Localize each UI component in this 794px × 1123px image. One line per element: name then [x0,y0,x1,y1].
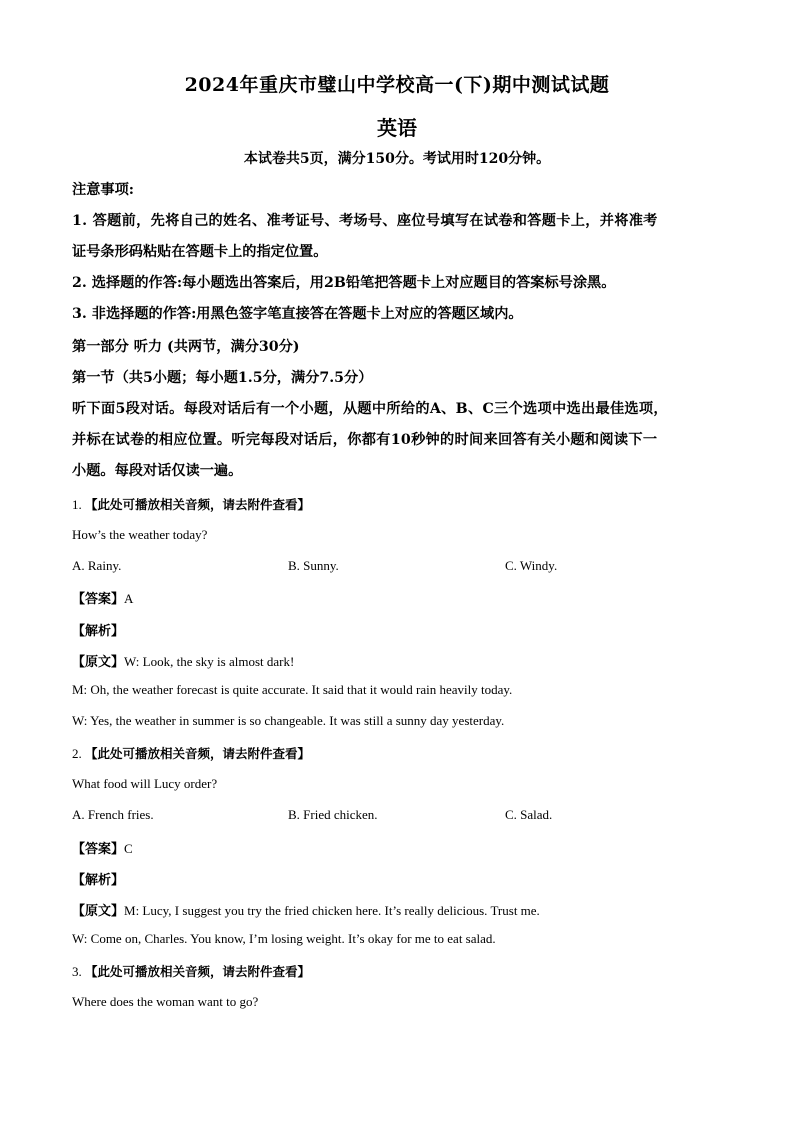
part1-heading: 第一部分 听力 (共两节，满分30分) [72,339,300,355]
question-3-number: 3. [72,964,82,979]
question-1-analysis [72,620,124,639]
notes-item-1-line-1: 1. 答题前，先将自己的姓名、准考证号、考场号、座位号填写在试卷和答题卡上，并将准考 [72,213,658,229]
transcript-line: M: Lucy, I suggest you try the fried chicken here. It’s really delicious. Trust me. [124,903,540,918]
analysis-label: 【解析】 [72,873,125,888]
question-1-answer [72,588,133,607]
question-1-option-c: C. Windy. [505,558,558,573]
question-1-header [72,495,310,513]
instructions-line-1: 听下面5段对话。每段对话后有一个小题，从题中所给的A、B、C三个选项中选出最佳选项， [72,401,668,417]
original-label: 【原文】 [72,904,125,919]
question-2-option-c: C. Salad. [505,807,553,822]
question-2-answer [72,838,133,857]
notes-item-1-line-2: 证号条形码粘贴在答题卡上的指定位置。 [72,244,328,260]
audio-hint-3[interactable]: 【此处可播放相关音频，请去附件查看】 [85,964,311,979]
question-2-number: 2. [72,746,82,761]
question-1-option-a: A. Rainy. [72,558,122,573]
answer-value: C [124,841,133,856]
exam-subject: 英语 [377,116,417,140]
transcript-line: W: Look, the sky is almost dark! [124,654,295,669]
question-1-transcript-1 [72,651,294,670]
audio-hint-2[interactable]: 【此处可播放相关音频，请去附件查看】 [85,746,311,761]
exam-title: 2024年重庆市璧山中学校高一(下)期中测试试题 [184,74,610,96]
notes-item-3: 3. 非选择题的作答:用黑色签字笔直接答在答题卡上对应的答题区域内。 [72,306,523,322]
notes-item-2: 2. 选择题的作答:每小题选出答案后，用2B铅笔把答题卡上对应题目的答案标号涂黑。 [72,275,616,291]
section1-heading: 第一节（共5小题；每小题1.5分，满分7.5分） [72,370,373,386]
answer-label: 【答案】 [72,842,125,857]
question-1-transcript-2: M: Oh, the weather forecast is quite accurate. It said that it would rain heavily today. [72,682,513,697]
analysis-label: 【解析】 [72,624,125,639]
audio-hint-1[interactable]: 【此处可播放相关音频，请去附件查看】 [85,497,311,512]
question-1-transcript-3: W: Yes, the weather in summer is so changeable. It was still a sunny day yesterday. [72,713,505,728]
question-2-option-b: B. Fried chicken. [288,807,378,822]
question-2-text: What food will Lucy order? [72,776,218,791]
answer-label: 【答案】 [72,592,125,607]
question-1-text: How’s the weather today? [72,527,208,542]
question-3-header [72,962,310,980]
question-2-transcript-2: W: Come on, Charles. You know, I’m losing weight. It’s okay for me to eat salad. [72,931,496,946]
answer-value: A [124,591,134,606]
question-1-option-b: B. Sunny. [288,558,339,573]
original-label: 【原文】 [72,655,125,670]
question-1-number: 1. [72,497,82,512]
question-2-option-a: A. French fries. [72,807,154,822]
exam-info: 本试卷共5页，满分150分。考试用时120分钟。 [243,151,551,167]
question-2-transcript-1 [72,900,540,919]
notes-heading: 注意事项: [72,182,134,198]
question-3-text: Where does the woman want to go? [72,994,259,1009]
instructions-line-2: 并标在试卷的相应位置。听完每段对话后，你都有10秒钟的时间来回答有关小题和阅读下一 [72,432,658,448]
instructions-line-3: 小题。每段对话仅读一遍。 [72,463,243,479]
question-2-analysis [72,869,124,888]
question-2-header [72,744,310,762]
